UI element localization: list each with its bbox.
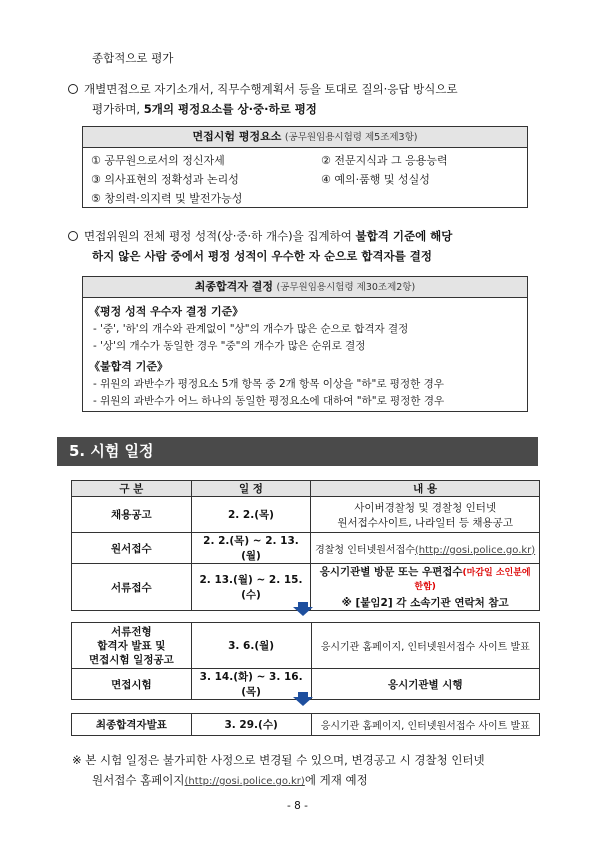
schedule-table-top: [71, 480, 540, 611]
bullet1-line2: 평가하며, 5개의 평정요소를 상·중·하로 평정: [92, 102, 317, 116]
footnote-line2: 원서접수 홈페이지(http://gosi.police.go.kr)에 게재 예정: [92, 773, 368, 787]
element-item: ④ 예의·품행 및 성실성: [321, 173, 430, 186]
element-item: ② 전문지식과 그 응용능력: [321, 154, 448, 167]
element-item: ⑤ 창의력·의지력 및 발전가능성: [91, 192, 243, 205]
fail-item: - 위원의 과반수가 어느 하나의 동일한 평정요소에 대하여 "하"로 평정한 경우: [93, 395, 445, 407]
criteria-item: - '중', '하'의 개수와 관계없이 "상"의 개수가 많은 순으로 합격자 결정: [93, 323, 409, 335]
gosi-link[interactable]: (http://gosi.police.go.kr): [184, 776, 305, 787]
schedule-table-bottom: [71, 713, 540, 736]
box1-title: 면접시험 평정요소: [192, 130, 282, 143]
interview-elements-box-body: [82, 148, 528, 208]
bullet2-line2: 하지 않은 사람 중에서 평정 성적이 우수한 자 순으로 합격자를 결정: [92, 249, 432, 263]
box2-ref: (공무원임용시험령 제30조제2항): [276, 282, 416, 293]
table-row: 면접시험 3. 14.(화) ~ 3. 16.(목) 응시기관별 시행: [72, 669, 540, 700]
deadline-note: (마감일 소인분에 한함): [414, 568, 531, 592]
final-decision-box-header: [82, 276, 528, 298]
schedule-table-middle: [71, 622, 540, 700]
box2-title: 최종합격자 결정: [194, 280, 273, 293]
flow-arrow-down-icon: [293, 602, 313, 616]
footnote-line1: ※ 본 시험 일정은 불가피한 사정으로 변경될 수 있으며, 변경공고 시 경찰청 인터넷: [72, 753, 485, 767]
bullet-pass-decision: 면접위원의 전체 평정 성적(상·중·하 개수)을 집계하여 불합격 기준에 해당: [68, 228, 548, 244]
fail-item: - 위원의 과반수가 평정요소 5개 항목 중 2개 항목 이상을 "하"로 평정한 경우: [93, 378, 444, 390]
table-row: 서류접수 2. 13.(월) ~ 2. 15.(수) 응시기관별 방문 또는 우편접수(마감일 소인분에 한함) ※ [붙임2] 각 소속기관 연락처 참고: [72, 564, 540, 611]
box1-ref: (공무원임용시험령 제5조제3항): [284, 132, 418, 143]
flow-arrow-down-icon: [293, 692, 313, 706]
col-header-date: 일 정: [191, 481, 311, 497]
fail-criteria-heading: 《불합격 기준》: [89, 360, 168, 373]
criteria-heading: 《평정 성적 우수자 결정 기준》: [89, 305, 244, 318]
bullet1-line1: 개별면접으로 자기소개서, 직무수행계획서 등을 토대로 질의·응답 방식으로: [84, 82, 458, 96]
col-header-content: 내 용: [311, 481, 540, 497]
table-row: 최종합격자발표 3. 29.(수) 응시기관 홈페이지, 인터넷원서접수 사이트 발표: [72, 714, 540, 736]
circle-bullet-icon: [68, 231, 78, 241]
bullet-interview-method: [68, 81, 548, 97]
bullet1-bold: 5개의 평정요소를 상·중·하로 평정: [143, 102, 317, 116]
table-row: 서류전형 합격자 발표 및 면접시험 일정공고 3. 6.(월) 응시기관 홈페이지, 인터넷원서접수 사이트 발표: [72, 623, 540, 669]
section-5-title-bar: 5. 시험 일정: [57, 437, 538, 466]
element-item: ① 공무원으로서의 정신자세: [91, 154, 225, 167]
table-row: 채용공고 2. 2.(목) 사이버경찰청 및 경찰청 인터넷 원서접수사이트, 나라일터 등 채용공고: [72, 497, 540, 533]
criteria-item: - '상'의 개수가 동일한 경우 "중"의 개수가 많은 순위로 결정: [93, 340, 366, 352]
circle-bullet-icon: [68, 84, 78, 94]
page-number: - 8 -: [287, 800, 308, 812]
final-decision-box-body: [82, 298, 528, 412]
table-row: 원서접수 2. 2.(목) ~ 2. 13.(월) 경찰청 인터넷원서접수(http://gosi.police.go.kr): [72, 533, 540, 564]
gosi-link[interactable]: (http://gosi.police.go.kr): [414, 544, 536, 556]
interview-elements-box-header: [82, 126, 528, 148]
element-item: ③ 의사표현의 정확성과 논리성: [91, 173, 239, 186]
col-header-category: 구 분: [72, 481, 192, 497]
intro-line: 종합적으로 평가: [92, 51, 174, 65]
